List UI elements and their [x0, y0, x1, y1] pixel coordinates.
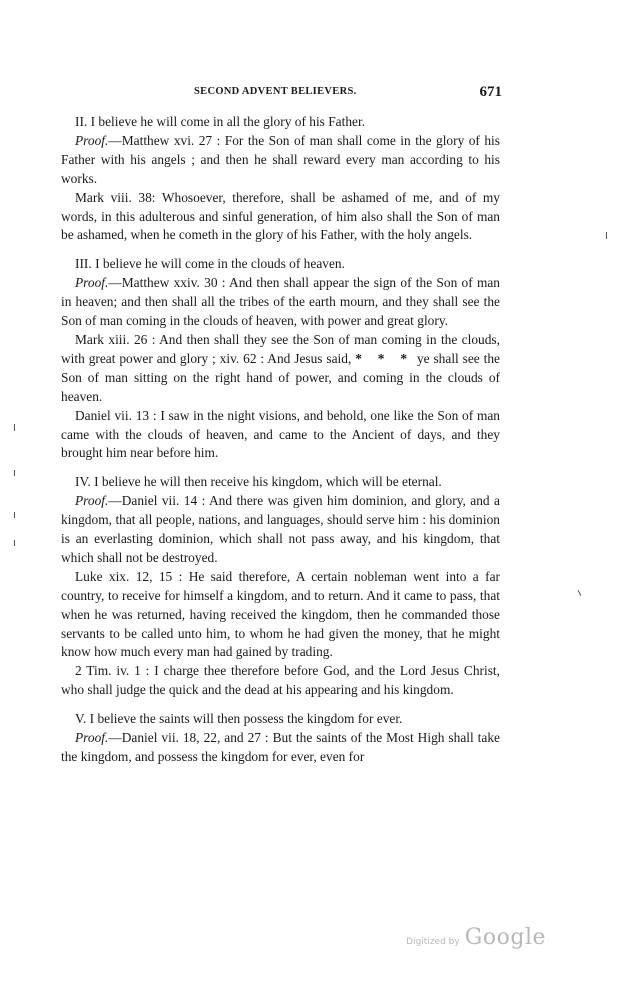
watermark-prefix: Digitized by — [406, 937, 460, 947]
paragraph-text: —Matthew xxiv. 30 : And then shall appear the sign of the Son of man in heaven; and then shall all the tribes of the earth mourn, and they shall see the Son of man coming in the clouds of heaven, with power and great glory. — [61, 275, 500, 329]
page-header — [62, 84, 502, 104]
proof-paragraph — [61, 132, 500, 189]
proof-paragraph — [61, 492, 500, 568]
proof-paragraph — [61, 729, 500, 767]
scan-mark — [606, 232, 607, 239]
paragraph-text: Daniel vii. 13 : I saw in the night visions, and behold, one like the Son of man came with the clouds of heaven, and came to the Ancient of days, and they brought him near before him. — [61, 407, 500, 461]
paragraph-text: Mark xiii. 26 : And then shall they see the Son of man coming in the clouds, with great power and glory ; xiv. 62 : And Jesus said, — [61, 331, 500, 366]
ellipsis-stars: * * * — [355, 350, 414, 366]
paragraph-text: 2 Tim. iv. 1 : I charge thee therefore before God, and the Lord Jesus Christ, who shall judge the quick and the dead at his appearing and his kingdom. — [61, 663, 500, 698]
scan-mark — [14, 540, 15, 546]
paragraph-text: Mark viii. 38: Whosoever, therefore, shall be ashamed of me, and of my words, in this adulterous and sinful generation, of him also shall the Son of man be ashamed, when he cometh in the glory of his Father, with the holy angels. — [61, 189, 500, 243]
scan-mark — [14, 424, 15, 431]
paragraph-text-continued: ye shall see the Son of man sitting on the right hand of power, and coming in the clouds of heaven. — [61, 350, 500, 404]
section-heading-ii: II. I believe he will come in all the glory of his Father. — [75, 114, 366, 129]
section-heading-iii: III. I believe he will come in the clouds of heaven. — [75, 256, 345, 272]
proof-label: Proof. — [75, 275, 109, 291]
section-heading-v: V. I believe the saints will then possess the kingdom for ever. — [75, 711, 403, 727]
paragraph-text: —Daniel vii. 14 : And there was given him dominion, and glory, and a kingdom, that all people, nations, and languages, should serve him : his dominion is an everlasting dominion, which shall not pass away, and his kingdom, that which shall not be destroyed. — [61, 493, 500, 565]
scripture-paragraph — [61, 662, 500, 700]
scripture-paragraph — [61, 407, 500, 464]
body-text — [61, 113, 500, 767]
google-logo: Google — [464, 925, 546, 950]
paragraph-text: Luke xix. 12, 15 : He said therefore, A certain nobleman went into a far country, to receive for himself a kingdom, and to return. And it came to pass, that when he was returned, having received the kingdom, then he commanded those servants to be called unto him, to whom he had given the money, that he might know how much every man had gained by trading. — [61, 568, 500, 660]
running-title: SECOND ADVENT BELIEVERS. — [194, 86, 357, 97]
page-number: 671 — [479, 84, 502, 100]
scripture-paragraph — [61, 331, 500, 407]
scan-mark — [14, 512, 15, 518]
paragraph-text: —Daniel vii. 18, 22, and 27 : But the saints of the Most High shall take the kingdom, and possess the kingdom for ever, even for — [61, 730, 500, 764]
proof-label: Proof. — [75, 730, 109, 746]
section-heading-iv: IV. I believe he will then receive his kingdom, which will be eternal. — [75, 474, 442, 490]
proof-label: Proof. — [75, 132, 109, 148]
paragraph-text: —Matthew xvi. 27 : For the Son of man shall come in the glory of his Father with his angels ; and then he shall reward every man according to his works. — [61, 132, 500, 186]
scan-mark — [14, 470, 15, 476]
google-watermark — [406, 925, 546, 950]
scripture-paragraph — [61, 189, 500, 246]
scripture-paragraph — [61, 568, 500, 663]
proof-paragraph — [61, 274, 500, 331]
scan-mark — [578, 590, 582, 596]
proof-label: Proof. — [75, 493, 109, 509]
